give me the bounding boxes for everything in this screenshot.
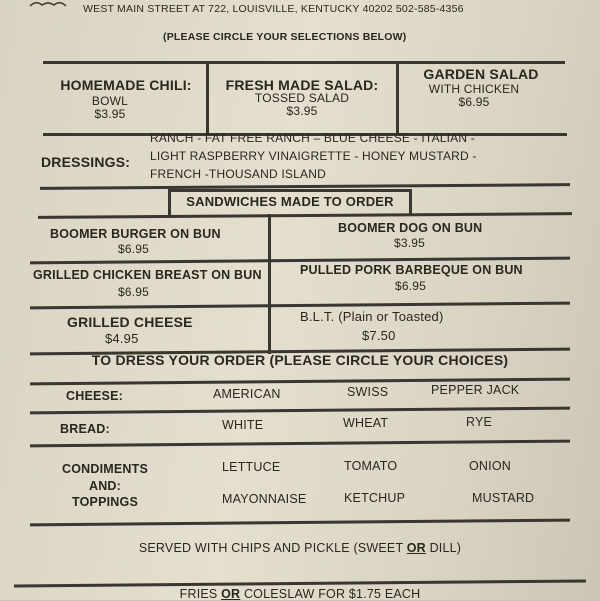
rule (30, 519, 570, 527)
bread-option: WHITE (222, 418, 264, 432)
sandwich-price: $6.95 (395, 279, 427, 293)
rule (268, 214, 271, 354)
cheese-option: SWISS (347, 385, 389, 399)
sandwiches-heading: SANDWICHES MADE TO ORDER (186, 194, 394, 209)
starter-desc: WITH CHICKEN (428, 82, 520, 96)
starter-name: GARDEN SALAD (423, 66, 539, 82)
dressing-line: RANCH - FAT FREE RANCH – BLUE CHEESE - ITALIAN - (150, 131, 475, 145)
rule (396, 61, 399, 135)
sandwich-name: PULLED PORK BARBEQUE ON BUN (300, 263, 523, 277)
rule (168, 189, 412, 192)
cheese-label: CHEESE: (66, 389, 123, 403)
condiments-label: CONDIMENTS (61, 462, 149, 476)
bread-option: WHEAT (343, 416, 389, 430)
condiment-option: MUSTARD (472, 491, 535, 505)
condiment-option: MAYONNAISE (222, 492, 307, 506)
instructions: (PLEASE CIRCLE YOUR SELECTIONS BELOW) (163, 31, 407, 43)
condiments-label: TOPPINGS (72, 495, 138, 509)
sandwich-name: BOOMER BURGER ON BUN (50, 227, 221, 241)
dressings-label: DRESSINGS: (41, 154, 131, 170)
starter-price: $6.95 (458, 95, 490, 109)
served-with-note: SERVED WITH CHIPS AND PICKLE (SWEET OR DILL) (138, 541, 462, 555)
sandwich-name: B.L.T. (Plain or Toasted) (300, 309, 444, 324)
rule (30, 407, 570, 415)
condiment-option: ONION (469, 459, 511, 473)
fries-note: FRIES OR COLESLAW FOR $1.75 EACH (179, 587, 421, 601)
sandwich-price: $7.50 (362, 328, 396, 343)
dressing-line: LIGHT RASPBERRY VINAIGRETTE - HONEY MUSTARD - (150, 149, 477, 163)
rule (43, 61, 565, 64)
bread-option: RYE (466, 415, 493, 429)
sandwich-name: GRILLED CHEESE (67, 314, 193, 330)
restaurant-logo (28, 0, 68, 8)
sandwich-name: BOOMER DOG ON BUN (338, 221, 483, 235)
cheese-option: AMERICAN (213, 387, 281, 401)
rule (168, 189, 171, 216)
sandwich-name: GRILLED CHICKEN BREAST ON BUN (33, 268, 262, 282)
sandwich-price: $6.95 (118, 242, 150, 256)
sandwich-price: $3.95 (394, 236, 426, 250)
sandwich-price: $4.95 (105, 331, 139, 346)
condiments-label: AND: (88, 479, 122, 493)
address-line: WEST MAIN STREET AT 722, LOUISVILLE, KENTUCKY 40202 502-585-4356 (83, 3, 464, 15)
sandwich-price: $6.95 (118, 285, 150, 299)
starter-price: $3.95 (286, 104, 318, 118)
starter-desc: TOSSED SALAD (254, 91, 350, 105)
rule (206, 61, 209, 135)
dress-heading: TO DRESS YOUR ORDER (PLEASE CIRCLE YOUR CHOICES) (91, 352, 509, 368)
cheese-option: PEPPER JACK (431, 383, 520, 397)
bread-label: BREAD: (60, 422, 110, 436)
rule (38, 212, 572, 219)
dressing-line: FRENCH -THOUSAND ISLAND (150, 167, 326, 181)
rule (30, 440, 570, 448)
starter-name: FRESH MADE SALAD: (225, 77, 379, 93)
condiment-option: LETTUCE (222, 460, 281, 474)
rule (409, 189, 412, 216)
condiment-option: TOMATO (344, 459, 398, 473)
starter-desc: BOWL (91, 94, 129, 108)
starter-price: $3.95 (94, 107, 126, 121)
condiment-option: KETCHUP (344, 491, 406, 505)
starter-name: HOMEMADE CHILI: (60, 77, 192, 93)
